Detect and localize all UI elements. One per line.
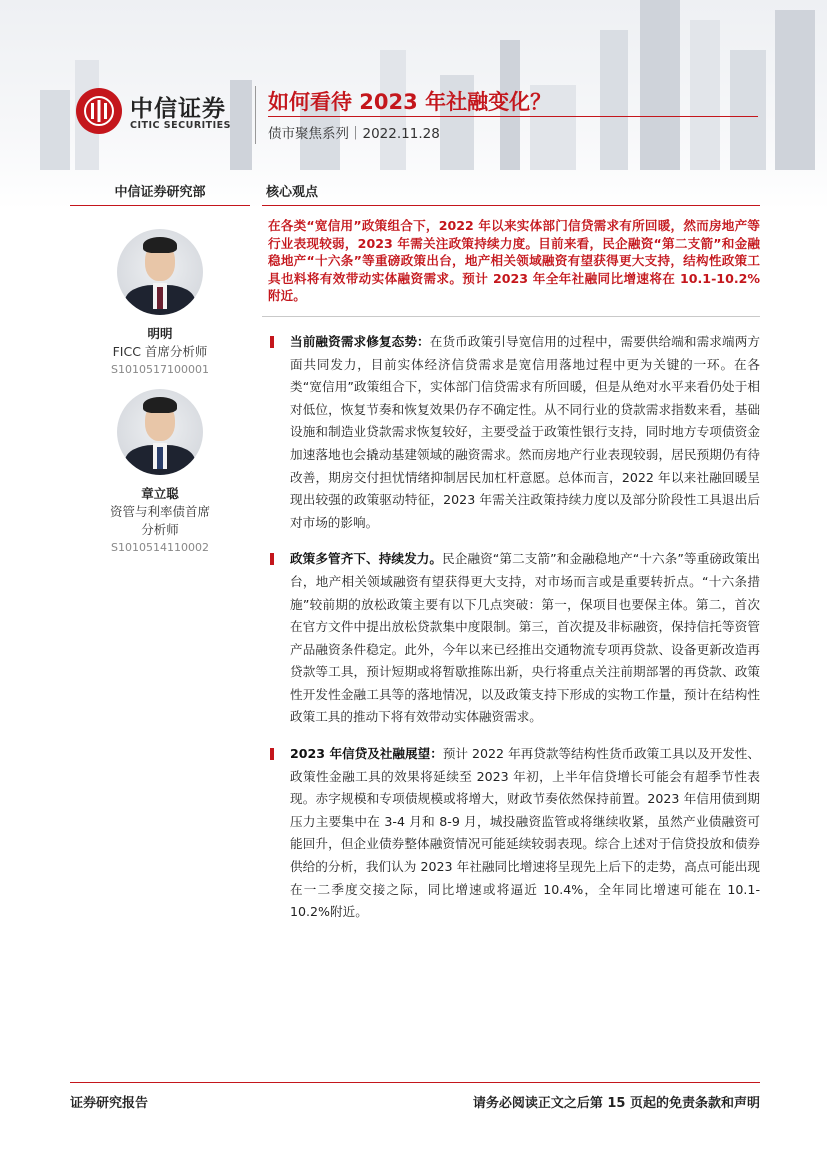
key-point-body: 预计 2022 年再贷款等结构性货币政策工具以及开发性、政策性金融工具的效果将延续至 2023 年初，上半年信贷增长可能会有超季节性表现。赤字规模和专项债规模或将增大，财政节奏依然保持前置。2023 年信用债到期压力主要集中在 3-4 月和 8-9 月，城投融资监管或将继续收紧，虽然产业债融资可能回升，但企业债券整体融资情况可能延续较弱表现。综合上述对于信贷投放和债券供给的分析，我们认为 2023 年社融同比增速将呈现先上后下的走势，高点可能出现在一二季度交接之际，同比增速或将逼近 10.4%，全年同比增速可能在 10.1-10.2%附近。 — [290, 746, 760, 920]
section-heading: 核心观点 — [262, 181, 760, 206]
key-point-title: 当前融资需求修复态势： — [290, 333, 430, 349]
analyst-license-id: S1010517100001 — [111, 363, 209, 376]
logo-english-name: CITIC SECURITIES — [130, 120, 232, 131]
report-subtitle: 债市聚焦系列｜2022.11.28 — [268, 126, 440, 142]
footer-rule — [70, 1082, 760, 1083]
analyst-license-id: S1010514110002 — [111, 541, 209, 554]
footer-report-type: 证券研究报告 — [70, 1096, 149, 1111]
key-point-body: 在货币政策引导宽信用的过程中，需要供给端和需求端两方面共同发力，目前实体经济信贷需求是宽信用落地过程中更为关键的一环。在各类“宽信用”政策组合下，实体部门信贷需求有所回暖，但是从绝对水平来看仍处于相对低位，恢复节奏和恢复效果仍存不确定性。从不同行业的贷款需求指数来看，基础设施和制造业贷款需求恢复较好，主要受益于政策性银行支持，同时地方专项债资金加速落地也会撬动基建领域的融资需求。然而房地产行业表现较弱，居民预期仍有待改善，期房交付担忧情绪抑制居民加杠杆意愿。总体而言，2022 年以来社融回暖呈现出较强的政策驱动特征，2023 年需关注政策持续力度以及部分阶段性工具退出后对市场的影响。 — [290, 333, 761, 530]
analyst-role: 资管与利率债首席 — [109, 504, 210, 519]
avatar — [117, 389, 203, 475]
footer-disclaimer: 请务必阅读正文之后第 15 页起的免责条款和声明 — [472, 1096, 760, 1111]
sidebar — [70, 181, 250, 554]
bullet-marker-icon — [270, 553, 274, 565]
analyst-card — [70, 229, 250, 379]
report-title: 如何看待 2023 年社融变化？ — [268, 90, 552, 114]
logo-chinese-name: 中信证券 — [130, 96, 226, 122]
key-point-title: 2023 年信贷及社融展望： — [290, 746, 443, 762]
lead-divider — [262, 316, 760, 317]
core-views-section — [262, 181, 760, 924]
key-point — [262, 548, 760, 729]
lead-summary: 在各类“宽信用”政策组合下，2022 年以来实体部门信贷需求有所回暖，然而房地产等行业表现较弱，2023 年需关注政策持续力度。目前来看，民企融资“第二支箭”和金融稳地产“十六条”等重磅政策出台，地产相关领域融资有望获得更大支持，结构性政策工具也料将有效带动实体融资需求。预计 2023 年全年社融同比增速将在 10.1-10.2%附近。 — [268, 218, 760, 304]
analyst-card — [70, 389, 250, 557]
report-header — [70, 80, 760, 150]
avatar — [117, 229, 203, 315]
key-point-title: 政策多管齐下、持续发力。 — [290, 551, 443, 567]
citic-logo-icon — [76, 88, 122, 134]
bullet-marker-icon — [270, 748, 274, 760]
header-divider — [255, 86, 256, 144]
analyst-name: 明明 — [147, 326, 173, 341]
key-point — [262, 331, 760, 534]
bullet-marker-icon — [270, 336, 274, 348]
analyst-name: 章立聪 — [141, 486, 179, 501]
analyst-role: FICC 首席分析师 — [112, 344, 208, 359]
sidebar-heading: 中信证券研究部 — [70, 181, 250, 206]
key-point-body: 民企融资“第二支箭”和金融稳地产“十六条”等重磅政策出台，地产相关领域融资有望获得更大支持，对市场而言或是重要转折点。“十六条措施”较前期的放松政策主要有以下几点突破：第一，保项目也要保主体。第二，首次在官方文件中提出放松贷款集中度限制。第三，首次提及非标融资，保持信托等资管产品融资条件稳定。此外，今年以来已经推出交通物流专项再贷款、设备更新改造再贷款等工具，预计短期或将暂歇推陈出新，央行将重点关注前期部署的再贷款、政策性开发性金融工具等的落地情况，以及政策支持下形成的实物工作量，预计在结构性政策工具的推动下将有效带动实体融资需求。 — [290, 551, 760, 725]
analyst-role: 分析师 — [141, 522, 179, 537]
title-rule — [268, 116, 758, 117]
key-point — [262, 743, 760, 924]
